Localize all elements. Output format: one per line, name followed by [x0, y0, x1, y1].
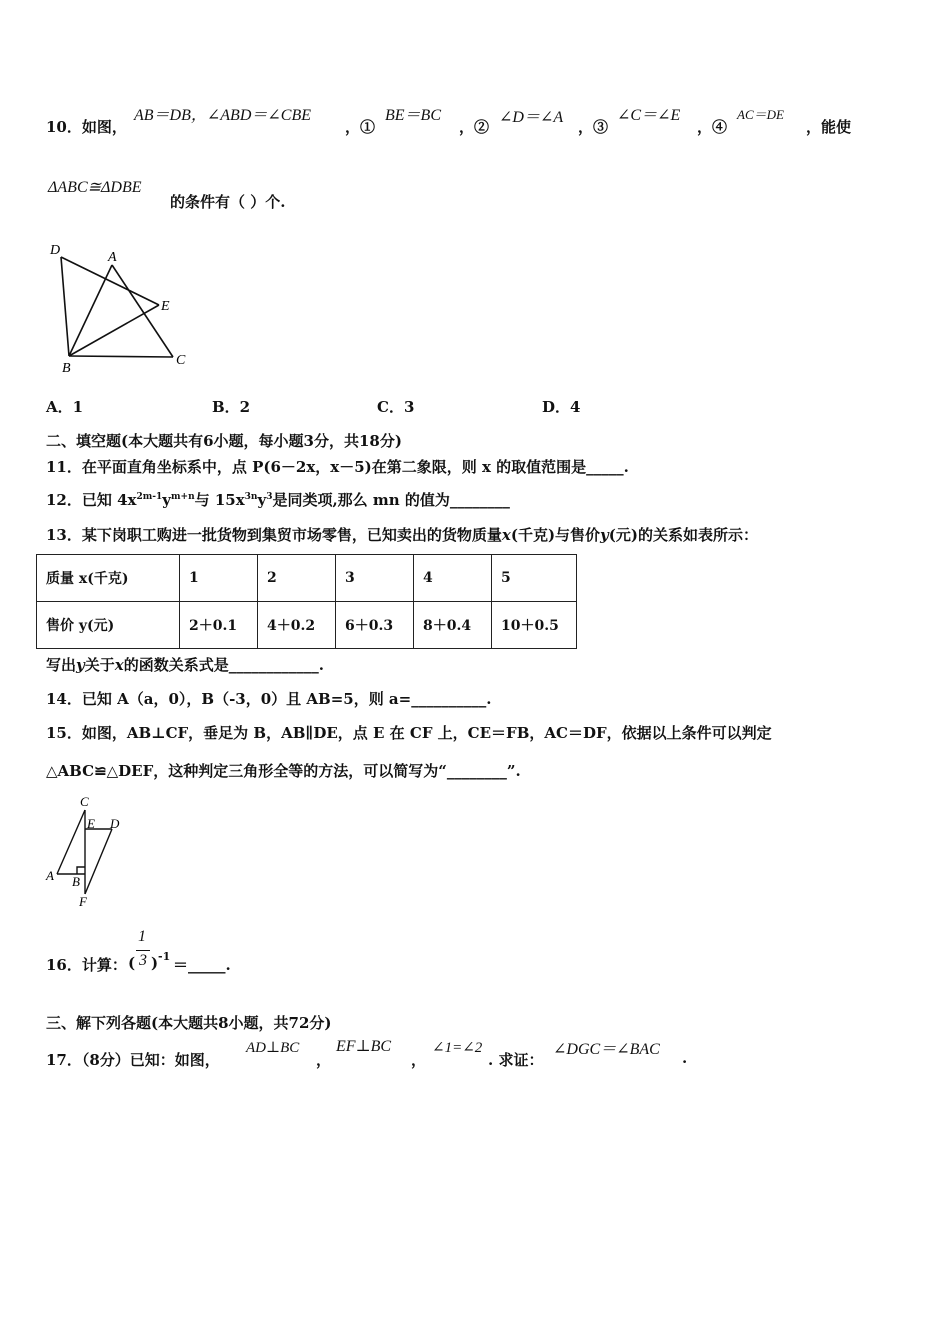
q13-intro: 13．某下岗职工购进一批货物到集贸市场零售，已知卖出的货物质量x(千克)与售价y(元)的关系如表所示： [46, 526, 758, 544]
q10-congruence: ΔABC≅ΔDBE [48, 179, 142, 196]
q15-label-F: F [79, 894, 87, 909]
table-row [37, 555, 577, 602]
q17-end: . [682, 1049, 688, 1067]
q13-question: 写出y关于x的函数关系式是____________. [46, 656, 324, 674]
table-cell: 4＋0.2 [258, 602, 336, 649]
q10-label-D: D [50, 243, 61, 258]
q13-table [36, 554, 577, 649]
table-cell: 5 [492, 555, 577, 602]
q10-tail: ，能使 [806, 118, 852, 136]
table-cell: 6＋0.3 [336, 602, 414, 649]
table-cell: 8＋0.4 [414, 602, 492, 649]
q17-condition-3: ∠1=∠2 [432, 1040, 483, 1056]
q10-sep-4: ，④ [697, 118, 728, 136]
q16-numerator: 1 [138, 928, 146, 945]
q10-question: 的条件有（ ）个. [170, 193, 286, 211]
q17-condition-2: EF⊥BC [336, 1038, 392, 1055]
q16-denominator: 3 [139, 952, 147, 969]
q16-exponent: -1 [158, 950, 171, 963]
q15-label-A: A [46, 868, 54, 883]
table-cell: 2＋0.1 [180, 602, 258, 649]
q10-label-A: A [108, 250, 117, 265]
q10-option-d: D．4 [542, 398, 581, 416]
q10-sep-2: ，② [459, 118, 490, 136]
q15-line-1: 15．如图，AB⊥CF，垂足为 B，AB∥DE，点 E 在 CF 上，CE＝FB，AC＝DF，依据以上条件可以判定 [46, 724, 772, 742]
table-cell: 1 [180, 555, 258, 602]
q10-option-c: C．3 [377, 398, 415, 416]
q10-condition-given: AB＝DB，∠ABD＝∠CBE [134, 107, 312, 124]
q17-conclusion: ∠DGC＝∠BAC [553, 1041, 660, 1058]
q10-condition-4: AC＝DE [737, 107, 784, 122]
section-2-heading: 二、填空题(本大题共有6小题，每小题3分，共18分) [46, 432, 402, 450]
q16-tail: ＝_____. [173, 956, 231, 974]
q10-condition-3: ∠C＝∠E [617, 107, 681, 124]
q16-label: 16．计算： [46, 956, 127, 974]
q16-open-paren: ( [128, 954, 136, 972]
q15-label-D: D [110, 816, 120, 831]
q16-fraction-bar [136, 950, 150, 951]
q10-condition-2: ∠D＝∠A [499, 109, 564, 126]
q17-prove: . 求证： [488, 1051, 544, 1069]
q15-line-2: △ABC≌△DEF，这种判定三角形全等的方法，可以简写为“________”. [46, 762, 521, 780]
table-cell: 3 [336, 555, 414, 602]
table-row [37, 602, 577, 649]
q10-label-C: C [176, 353, 186, 368]
table-cell: 10＋0.5 [492, 602, 577, 649]
q14-text: 14．已知 A（a，0），B（-3，0）且 AB=5，则 a=__________. [46, 690, 492, 708]
q10-condition-1: BE＝BC [385, 107, 441, 124]
q10-label-B: B [62, 361, 71, 376]
table-cell: 4 [414, 555, 492, 602]
q10-label-E: E [161, 299, 170, 314]
q15-figure [40, 790, 140, 910]
q15-label-B: B [72, 874, 80, 889]
q10-option-b: B．2 [212, 398, 251, 416]
q15-label-C: C [80, 794, 89, 809]
q10-option-a: A．1 [46, 398, 84, 416]
section-3-heading: 三、解下列各题(本大题共8小题，共72分) [46, 1014, 332, 1032]
q17-sep-1: ， [316, 1051, 332, 1069]
q17-condition-1: AD⊥BC [246, 1040, 300, 1056]
table-row-header-price: 售价 y(元) [37, 602, 180, 649]
table-cell: 2 [258, 555, 336, 602]
q10-sep-1: ，① [345, 118, 376, 136]
table-row-header-mass: 质量 x(千克) [37, 555, 180, 602]
q17-sep-2: ， [411, 1051, 427, 1069]
q10-sep-3: ，③ [578, 118, 609, 136]
q10-figure [40, 235, 200, 380]
q12-text: 12．已知 $4x^{2m-1}y^{m+n}$与 $15x^{3n}y^3$是同类项,那么 mn 的值为________ [46, 491, 510, 509]
q11-text: 11．在平面直角坐标系中，点 P(6－2x，x－5)在第二象限，则 x 的取值范围是_____. [46, 458, 629, 476]
q17-label: 17．（8分）已知：如图， [46, 1051, 220, 1069]
q16-close-paren: ) [151, 954, 159, 972]
q10-number: 10．如图， [46, 118, 127, 136]
q15-label-E: E [87, 816, 95, 831]
